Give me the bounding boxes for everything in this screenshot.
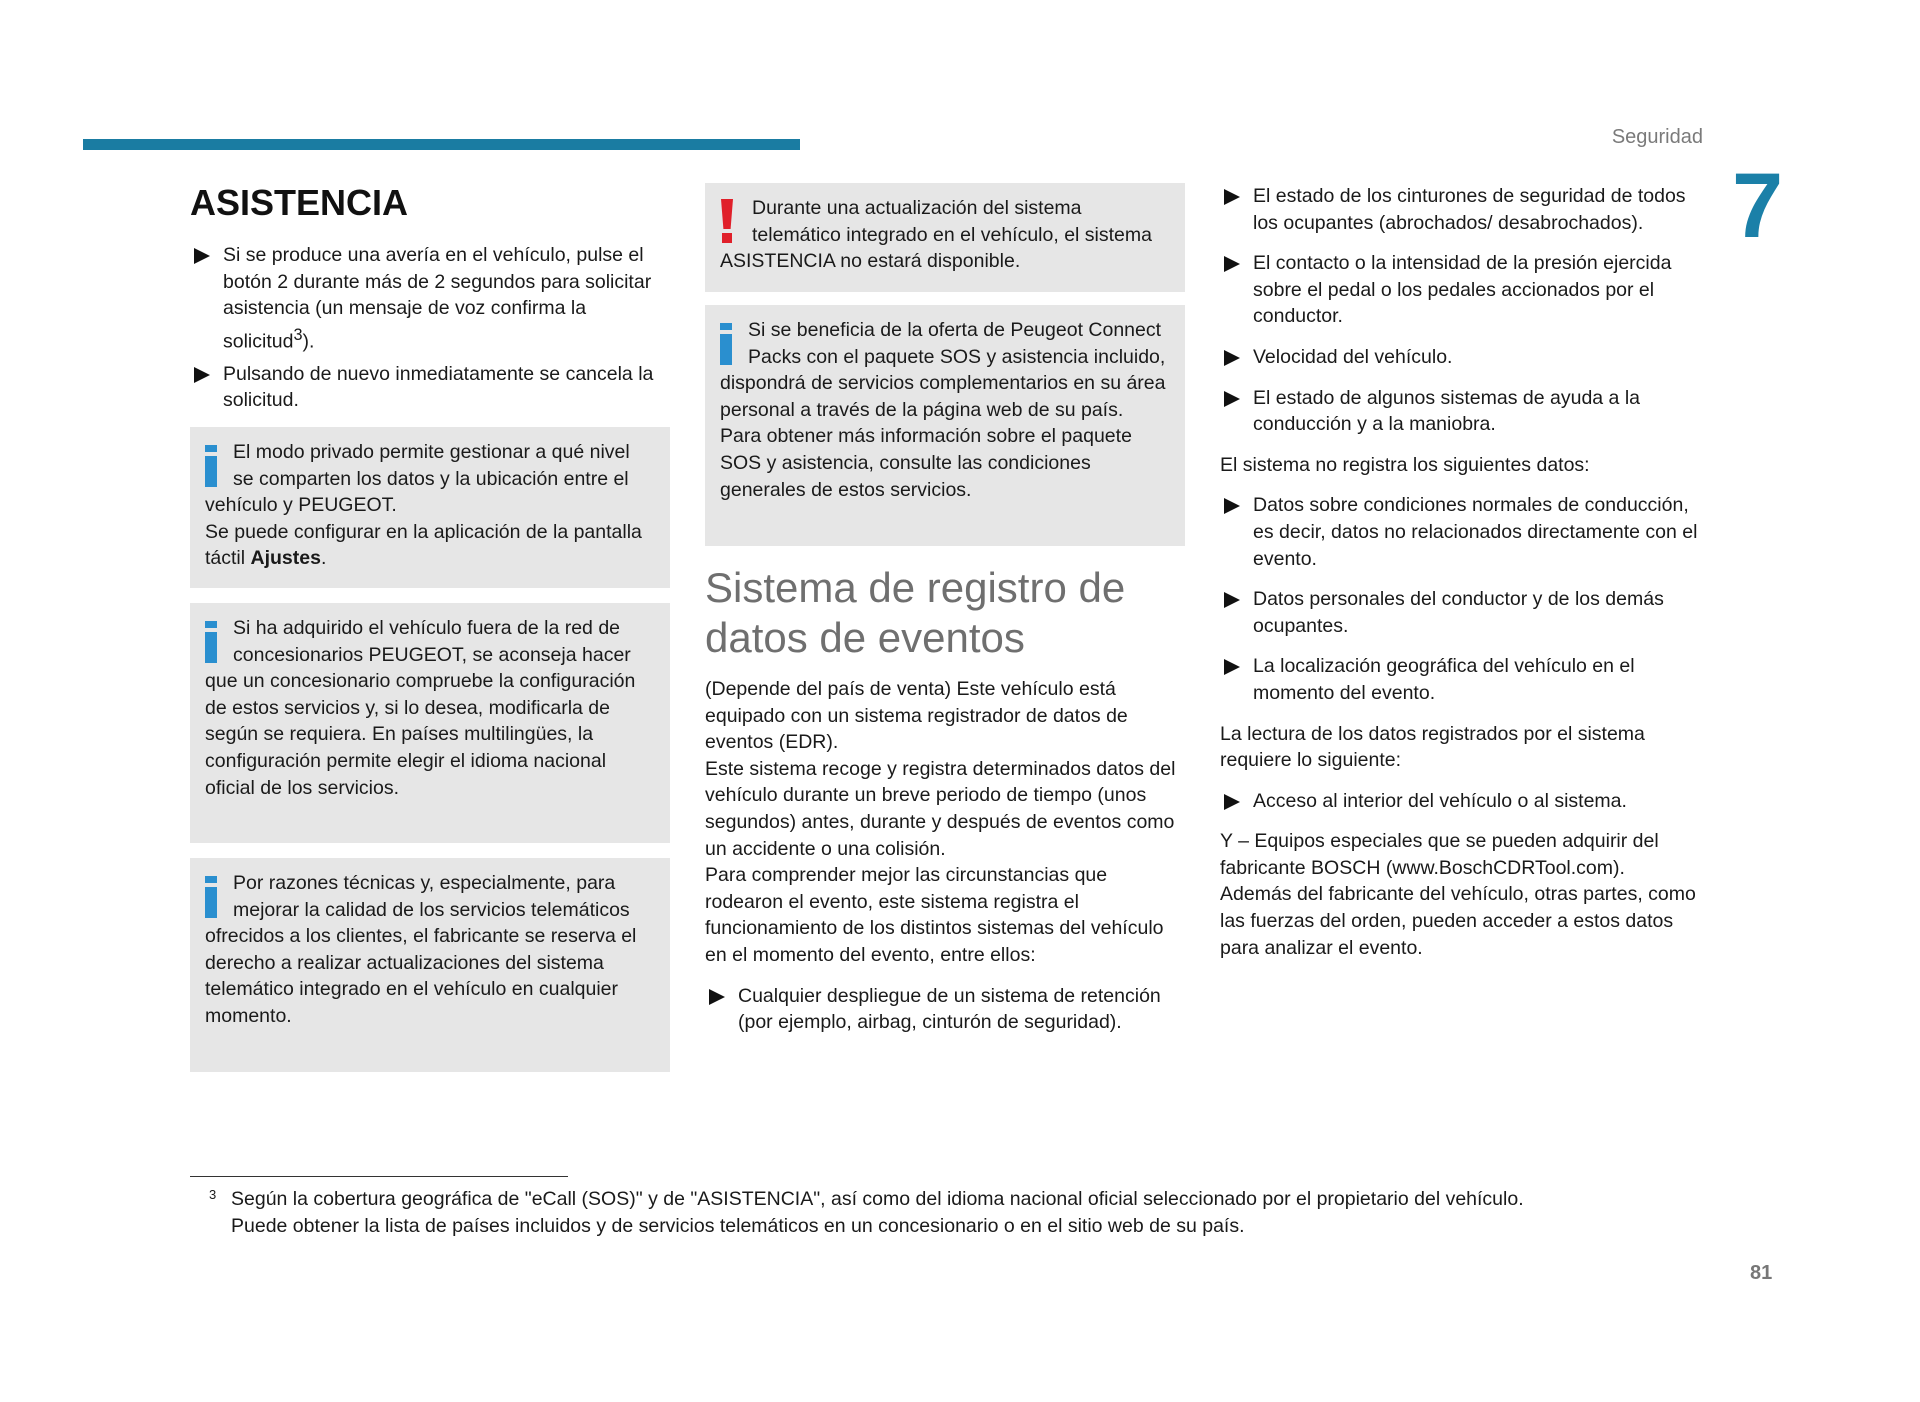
bullet-triangle-icon bbox=[1224, 350, 1240, 366]
bullet-triangle-icon bbox=[1224, 498, 1240, 514]
bullet-text: Datos personales del conductor y de los demás ocupantes. bbox=[1253, 588, 1664, 637]
bullet-triangle-icon bbox=[1224, 256, 1240, 272]
edr-description bbox=[705, 676, 1190, 1042]
bullet-text: La localización geográfica del vehículo en el momento del evento. bbox=[1253, 655, 1635, 704]
paragraph: El sistema no registra los siguientes datos: bbox=[1220, 453, 1590, 476]
footnote-text: Puede obtener la lista de países incluidos y de servicios telemáticos en un concesionario o en el sitio web de su país. bbox=[231, 1214, 1245, 1237]
warning-text: Durante una actualización del sistema telemático integrado en el vehículo, el sistema ASISTENCIA no estará disponible. bbox=[720, 197, 1152, 273]
bullet-triangle-icon bbox=[194, 248, 210, 264]
bullet-triangle-icon bbox=[709, 989, 725, 1005]
edr-data-list bbox=[1220, 183, 1705, 961]
paragraph: (Depende del país de venta) Este vehículo está equipado con un sistema registrador de datos de eventos (EDR). bbox=[705, 678, 1128, 754]
bullet-triangle-icon bbox=[1224, 592, 1240, 608]
info-text: Se puede configurar en la aplicación de la pantalla táctil bbox=[205, 520, 642, 570]
info-icon bbox=[205, 876, 217, 918]
list-item bbox=[190, 242, 670, 355]
info-text: Si se beneficia de la oferta de Peugeot Connect Packs con el paquete SOS y asistencia incluido, dispondrá de servicios complementarios en su área personal a través de la página web de su país. bbox=[720, 319, 1166, 421]
page-title: ASISTENCIA bbox=[190, 182, 409, 223]
list-item bbox=[1220, 492, 1705, 572]
info-text: El modo privado permite gestionar a qué nivel se comparten los datos y la ubicación entre el vehículo y PEUGEOT. bbox=[205, 441, 630, 517]
bullet-text: El estado de algunos sistemas de ayuda a la conducción y a la maniobra. bbox=[1253, 386, 1641, 436]
footnote-text: Según la cobertura geográfica de "eCall (SOS)" y de "ASISTENCIA", así como del idioma nacional oficial seleccionado por el propietario del vehículo. bbox=[231, 1188, 1524, 1210]
info-icon bbox=[205, 621, 217, 663]
bullet-text: Si se produce una avería en el vehículo, pulse el botón 2 durante más de 2 segundos para solicitar asistencia (un mensaje de voz confirma la solicitud bbox=[223, 244, 652, 353]
section-heading: Sistema de registro de datos de eventos bbox=[705, 564, 1126, 661]
footnote-ref: 3 bbox=[293, 325, 303, 344]
chapter-number: 7 bbox=[1732, 155, 1784, 257]
list-item bbox=[1220, 586, 1705, 639]
list-item bbox=[1220, 788, 1705, 815]
bullet-triangle-icon bbox=[1224, 794, 1240, 810]
bullet-text: Acceso al interior del vehículo o al sistema. bbox=[1253, 789, 1627, 812]
asistencia-bullets bbox=[190, 242, 670, 420]
bullet-text: Pulsando de nuevo inmediatamente se cancela la solicitud. bbox=[223, 362, 654, 412]
bullet-text: Velocidad del vehículo. bbox=[1253, 345, 1453, 368]
info-box-private-mode bbox=[190, 427, 670, 588]
info-text: Para obtener más información sobre el paquete SOS y asistencia, consulte las condiciones generales de estos servicios. bbox=[720, 425, 1132, 501]
paragraph: Además del fabricante del vehículo, otras partes, como las fuerzas del orden, pueden acceder a estos datos para analizar el evento. bbox=[1220, 883, 1696, 959]
header-accent-bar bbox=[83, 139, 800, 150]
bullet-text: Cualquier despliegue de un sistema de retención (por ejemplo, airbag, cinturón de seguridad). bbox=[738, 984, 1161, 1034]
info-icon bbox=[205, 445, 217, 487]
list-item bbox=[190, 361, 670, 414]
paragraph: Este sistema recoge y registra determinados datos del vehículo durante un breve periodo de tiempo (unos segundos) antes, durante y después de eventos como un accidente o una colisión. bbox=[705, 757, 1176, 860]
list-item bbox=[1220, 183, 1705, 236]
bullet-triangle-icon bbox=[1224, 659, 1240, 675]
info-box-connect-packs bbox=[705, 305, 1185, 546]
info-box-updates bbox=[190, 858, 670, 1072]
paragraph: Y – Equipos especiales que se pueden adquirir del fabricante BOSCH (www.BoschCDRTool.com). bbox=[1220, 830, 1659, 879]
footnote-divider bbox=[190, 1176, 568, 1177]
bullet-text: El estado de los cinturones de seguridad de todos los ocupantes (abrochados/ desabrochados). bbox=[1253, 185, 1686, 234]
paragraph: La lectura de los datos registrados por el sistema requiere lo siguiente: bbox=[1220, 722, 1645, 772]
list-item bbox=[705, 983, 1190, 1036]
section-title: Seguridad bbox=[1611, 126, 1703, 148]
list-item bbox=[1220, 653, 1705, 706]
bullet-triangle-icon bbox=[1224, 189, 1240, 205]
info-icon bbox=[720, 323, 732, 365]
paragraph: Para comprender mejor las circunstancias que rodearon el evento, este sistema registra el funcionamiento de los distintos sistemas del vehículo en el momento del evento, entre ellos: bbox=[705, 864, 1164, 966]
list-item bbox=[1220, 344, 1705, 371]
bullet-text-tail: ). bbox=[302, 330, 315, 353]
footnote bbox=[209, 1186, 1661, 1239]
list-item bbox=[1220, 385, 1705, 438]
info-box-outside-network bbox=[190, 603, 670, 843]
bullet-triangle-icon bbox=[194, 367, 210, 383]
bullet-text: Datos sobre condiciones normales de conducción, es decir, datos no relacionados directamente con el evento. bbox=[1253, 494, 1698, 570]
footnote-number: 3 bbox=[209, 1187, 217, 1202]
page-number: 81 bbox=[1750, 1262, 1773, 1284]
bullet-triangle-icon bbox=[1224, 391, 1240, 407]
bullet-text: El contacto o la intensidad de la presión ejercida sobre el pedal o los pedales accionados por el conductor. bbox=[1253, 252, 1672, 328]
info-text: Si ha adquirido el vehículo fuera de la red de concesionarios PEUGEOT, se aconseja hacer que un concesionario compruebe la configuración de estos servicios y, si lo desea, modificarla de según se requiera. En países multilingües, la configuración permite elegir el idioma nacional oficial de los servicios. bbox=[205, 617, 636, 799]
settings-label: Ajustes bbox=[250, 547, 321, 570]
info-text-tail: . bbox=[320, 547, 327, 570]
list-item bbox=[1220, 250, 1705, 330]
warning-exclamation-icon bbox=[720, 199, 734, 243]
info-text: Por razones técnicas y, especialmente, para mejorar la calidad de los servicios telemáticos ofrecidos a los clientes, el fabricante se reserva el derecho a realizar actualizaciones del sistema telemático integrado en el vehículo en cualquier momento. bbox=[205, 872, 637, 1027]
warning-box bbox=[705, 183, 1185, 292]
